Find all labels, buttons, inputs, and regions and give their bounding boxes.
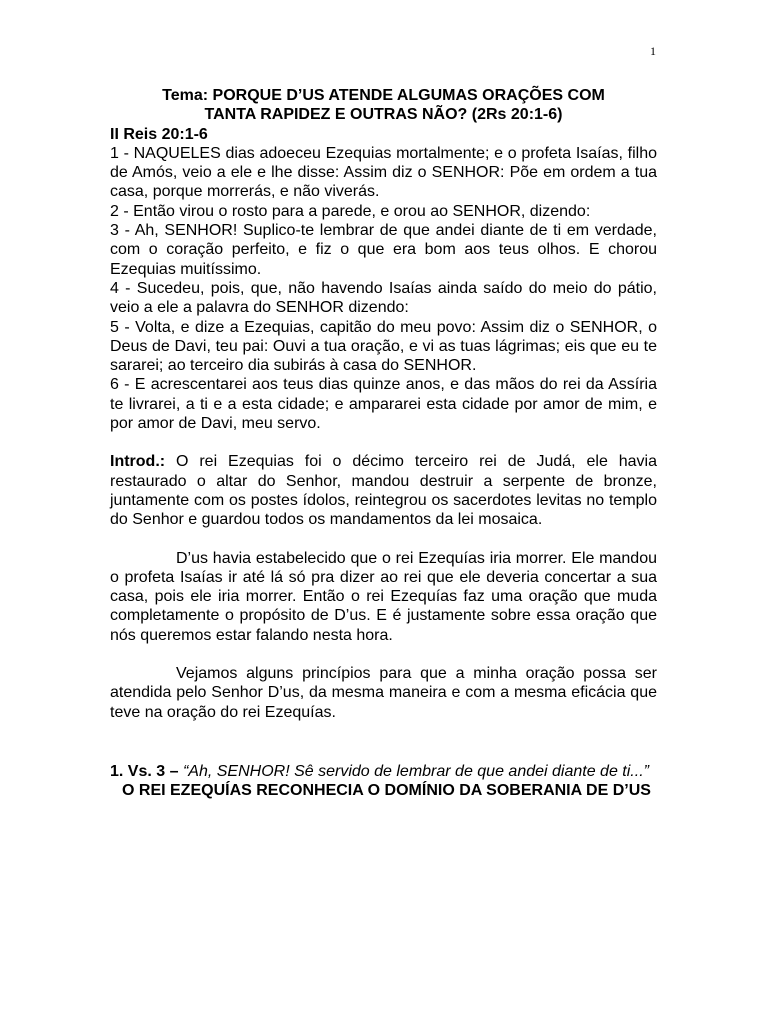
point-1-verse [110,762,657,781]
verse-3: 3 - Ah, SENHOR! Suplico-te lembrar de que andei diante de ti em verdade, com o coração perfeito, e fiz o que era bom aos teus olhos. E chorou Ezequias muitíssimo. [110,222,657,278]
verse-5: 5 - Volta, e dize a Ezequias, capitão do meu povo: Assim diz o SENHOR, o Deus de Davi, teu pai: Ouvi a tua oração, e vi as tuas lágrimas; eis que eu te sararei; ao terceiro dia subirás à casa do SENHOR. [110,318,657,375]
verse-2: 2 - Então virou o rosto para a parede, e orou ao SENHOR, dizendo: [110,202,591,220]
spacer [110,433,657,452]
point-1-label: 1. Vs. 3 – [110,762,179,780]
intro-paragraph [110,452,657,529]
sermon-title [110,86,657,125]
spacer [110,722,657,762]
title-line-1-text: PORQUE D’US ATENDE ALGUMAS ORAÇÕES COM [208,87,605,104]
intro-label: Introd.: [110,453,166,471]
document-body [110,86,657,801]
verse-4: 4 - Sucedeu, pois, que, não havendo Isaías ainda saído do meio do pátio, veio a ele a palavra do SENHOR dizendo: [110,279,657,317]
verse-list [110,144,657,433]
paragraph-2: D’us havia estabelecido que o rei Ezequías iria morrer. Ele mandou o profeta Isaías ir até lá só pra dizer ao rei que ele deveria concertar a sua casa, pois ele iria morrer. Então o rei Ezequías faz uma oração que muda completamente o propósito de D’us. E é justamente sobre essa oração que nós queremos estar falando nesta hora. [110,549,657,644]
page-number: 1 [650,44,656,58]
title-line-2: TANTA RAPIDEZ E OUTRAS NÃO? (2Rs 20:1-6) [204,106,563,124]
scripture-reference: II Reis 20:1-6 [110,125,208,143]
verse-1: 1 - NAQUELES dias adoeceu Ezequias mortalmente; e o profeta Isaías, filho de Amós, veio a ele e lhe disse: Assim diz o SENHOR: Põe em ordem a tua casa, porque morrerás, e não viverás. [110,144,657,201]
title-line-1 [110,86,657,105]
point-1-quote: “Ah, SENHOR! Sê servido de lembrar de que andei diante de ti...” [178,762,649,780]
spacer [110,645,657,664]
spacer [110,530,657,549]
intro-text: O rei Ezequias foi o décimo terceiro rei de Judá, ele havia restaurado o altar do Senhor, mandou destruir a serpente de bronze, juntamente com os postes ídolos, reintegrou os sacerdotes levitas no templo do Senhor e guardou todos os mandamentos da lei mosaica. [110,453,657,529]
point-1-heading: O REI EZEQUÍAS RECONHECIA O DOMÍNIO DA SOBERANIA DE D’US [122,782,651,800]
verse-6: 6 - E acrescentarei aos teus dias quinze anos, e das mãos do rei da Assíria te livrarei, a ti e a esta cidade; e ampararei esta cidade por amor de mim, e por amor de Davi, meu servo. [110,376,657,433]
title-prefix: Tema: [162,87,209,104]
paragraph-3: Vejamos alguns princípios para que a minha oração possa ser atendida pelo Senhor D’us, da mesma maneira e com a mesma eficácia que teve na oração do rei Ezequías. [110,665,657,721]
